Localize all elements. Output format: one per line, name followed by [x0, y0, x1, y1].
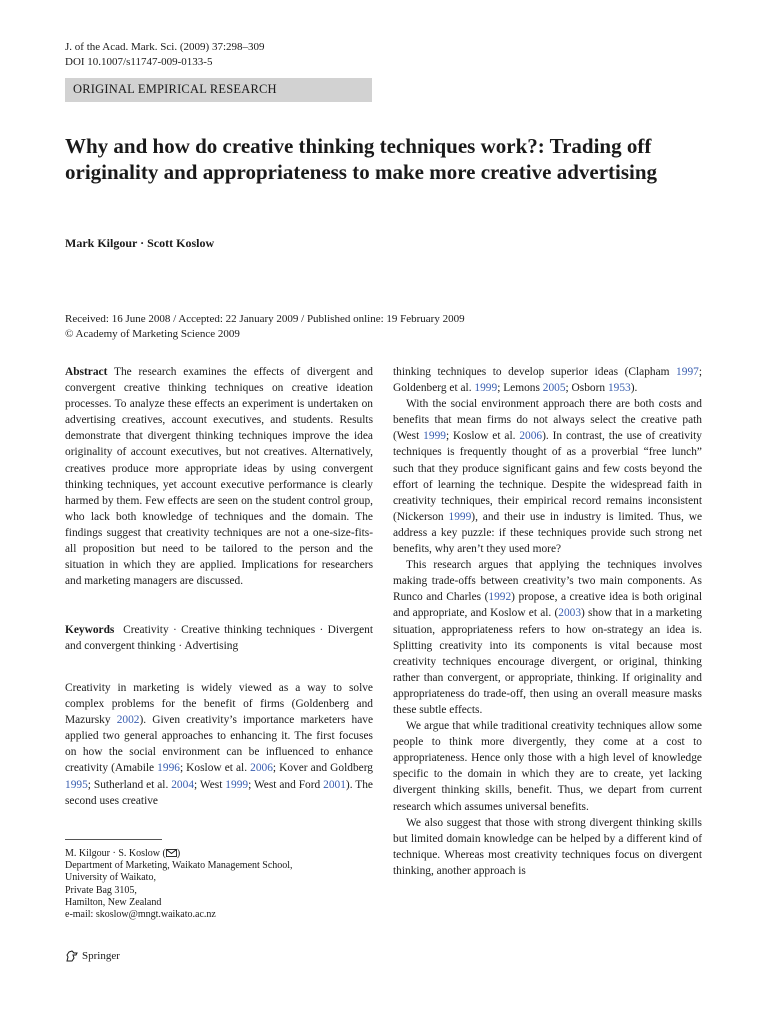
footnote-univ: University of Waikato, — [65, 872, 156, 884]
citation-link[interactable]: 2002 — [116, 714, 140, 727]
abstract-label: Abstract — [65, 366, 108, 378]
abstract-text: The research examines the effects of divergent and convergent creative thinking techniques on creative ideation processes. To analyze these effects an experiment is undertaken on advertising creatives, account executives, and students. Results demonstrate that divergent thinking techniques improve the idea originality of account executives, but not creatives. Alternatively, creatives produce more appropriate ideas by using convergent thinking techniques, yet account executive performance is clearly harmed by them. Few effects are seen on the student control group, who lack both knowledge of techniques and the domain. The findings suggest that creativity techniques are not a one-size-fits-all proposition but need to be tailored to the person and the situation in which they are applied. Implications for researchers and marketing managers are discussed. — [65, 366, 373, 588]
citation-link[interactable]: 1996 — [157, 762, 180, 775]
springer-horse-icon — [65, 950, 79, 962]
citation-link[interactable]: 1992 — [488, 591, 512, 604]
publisher-logo — [65, 950, 120, 962]
citation-link[interactable]: 2006 — [519, 430, 543, 443]
citation-link[interactable]: 2005 — [542, 382, 566, 395]
citation-link[interactable]: 2006 — [250, 762, 273, 775]
citation-link[interactable]: 1999 — [423, 430, 446, 443]
envelope-icon — [166, 849, 177, 857]
body-paragraph: thinking techniques to develop superior ideas (Clapham 1997; Goldenberg et al. 1999; Lemons 2005; Osborn 1953). — [393, 366, 702, 395]
journal-citation: J. of the Acad. Mark. Sci. (2009) 37:298–309 — [65, 41, 265, 53]
history-dates: Received: 16 June 2008 / Accepted: 22 January 2009 / Published online: 19 February 2009 — [65, 313, 465, 325]
abstract — [65, 364, 373, 589]
article-title: Why and how do creative thinking techniques work?: Trading off originality and appropriateness to make more creative advertising — [65, 134, 658, 184]
body-paragraph: This research argues that applying the techniques involves making trade-offs between creativity’s two main components. As Runco and Charles (1992) propose, a creative idea is both original and appropriate, and Koslow et al. (2003) show that in a marketing situation, appropriateness refers to how on-strategy an idea is. Splitting creativity into its components is vital because most creativity techniques encourage divergent, or original, thinking rather than convergent, or appropriate, thinking. If originality and appropriateness do trade-off, then using an overall measure masks these subtle effects. — [393, 559, 702, 716]
citation-link[interactable]: 1999 — [474, 382, 498, 395]
footnote-dept: Department of Marketing, Waikato Management School, — [65, 860, 293, 872]
authors: Mark Kilgour · Scott Koslow — [65, 236, 215, 250]
body-paragraph: With the social environment approach there are both costs and benefits that mean firms do not always select the creative path (West 1999; Koslow et al. 2006). In contrast, the use of creativity techniques is frequently thought of as a proverbial “free lunch” such that they produce significant gains and few costs beyond the effort of learning the technique. Despite the widespread faith in creativity techniques, their empirical record remains inconsistent (Nickerson 1999), and their use in industry is limited. Thus, we address a key puzzle: if these techniques provide such strong net benefits, why aren’t they used more? — [393, 398, 702, 556]
body-paragraph: We argue that while traditional creativity techniques allow some people to think more divergently, they come at a cost to appropriateness. Hence only those with a high level of knowledge specific to the domain in which they are to create, yet lacking divergent thinking skills, benefit. Thus, we depart from current research which assumes universal benefits. — [393, 720, 702, 813]
journal-doi: DOI 10.1007/s11747-009-0133-5 — [65, 55, 213, 68]
citation-link[interactable]: 1999 — [448, 510, 472, 523]
footnote-city: Hamilton, New Zealand — [65, 896, 162, 908]
citation-link[interactable]: 1999 — [225, 778, 249, 791]
footnote-bag: Private Bag 3105, — [65, 884, 137, 896]
citation-link[interactable]: 2001 — [323, 778, 346, 791]
intro-column-left — [65, 680, 373, 809]
body-column-right — [393, 364, 702, 879]
keywords-label: Keywords — [65, 624, 115, 636]
author-footnote: M. Kilgour · S. Koslow ( ) Department of Marketing, Waikato Management School, University of Waikato, Private Bag 3105, Hamilton, New Zealand e-mail: skoslow@mngt.waikato.ac.nz — [65, 848, 293, 921]
keywords — [65, 622, 373, 654]
citation-link[interactable]: 1953 — [607, 382, 631, 395]
citation-link[interactable]: 2004 — [171, 778, 195, 791]
publisher-name: Springer — [82, 950, 120, 962]
citation-link[interactable]: 2003 — [558, 607, 582, 620]
copyright: © Academy of Marketing Science 2009 — [65, 327, 240, 340]
citation-link[interactable]: 1995 — [65, 778, 88, 791]
section-banner: ORIGINAL EMPIRICAL RESEARCH — [65, 78, 372, 102]
footnote-divider — [65, 839, 162, 840]
citation-link[interactable]: 1997 — [676, 366, 699, 378]
intro-paragraph: Creativity in marketing is widely viewed as a way to solve complex problems for the benefit of firms (Goldenberg and Mazursky 2002). Given creativity’s importance marketers have applied two general approaches to enhancing it. The first focuses on how the social environment can be influenced to enhance creativity (Amabile 1996; Koslow et al. 2006; Kover and Goldberg 1995; Sutherland et al. 2004; West 1999; West and Ford 2001). The second uses creative — [65, 682, 374, 807]
body-paragraph: We also suggest that those with strong divergent thinking skills but limited domain knowledge can be helped by a different kind of technique. Whereas most creativity techniques focus on divergent thinking, another approach is — [393, 816, 702, 877]
journal-info — [65, 40, 265, 69]
keywords-text: Creativity · Creative thinking techniques · Divergent and convergent thinking · Advertising — [65, 624, 374, 653]
footnote-email[interactable]: e-mail: skoslow@mngt.waikato.ac.nz — [65, 909, 216, 921]
article-history — [65, 312, 465, 341]
